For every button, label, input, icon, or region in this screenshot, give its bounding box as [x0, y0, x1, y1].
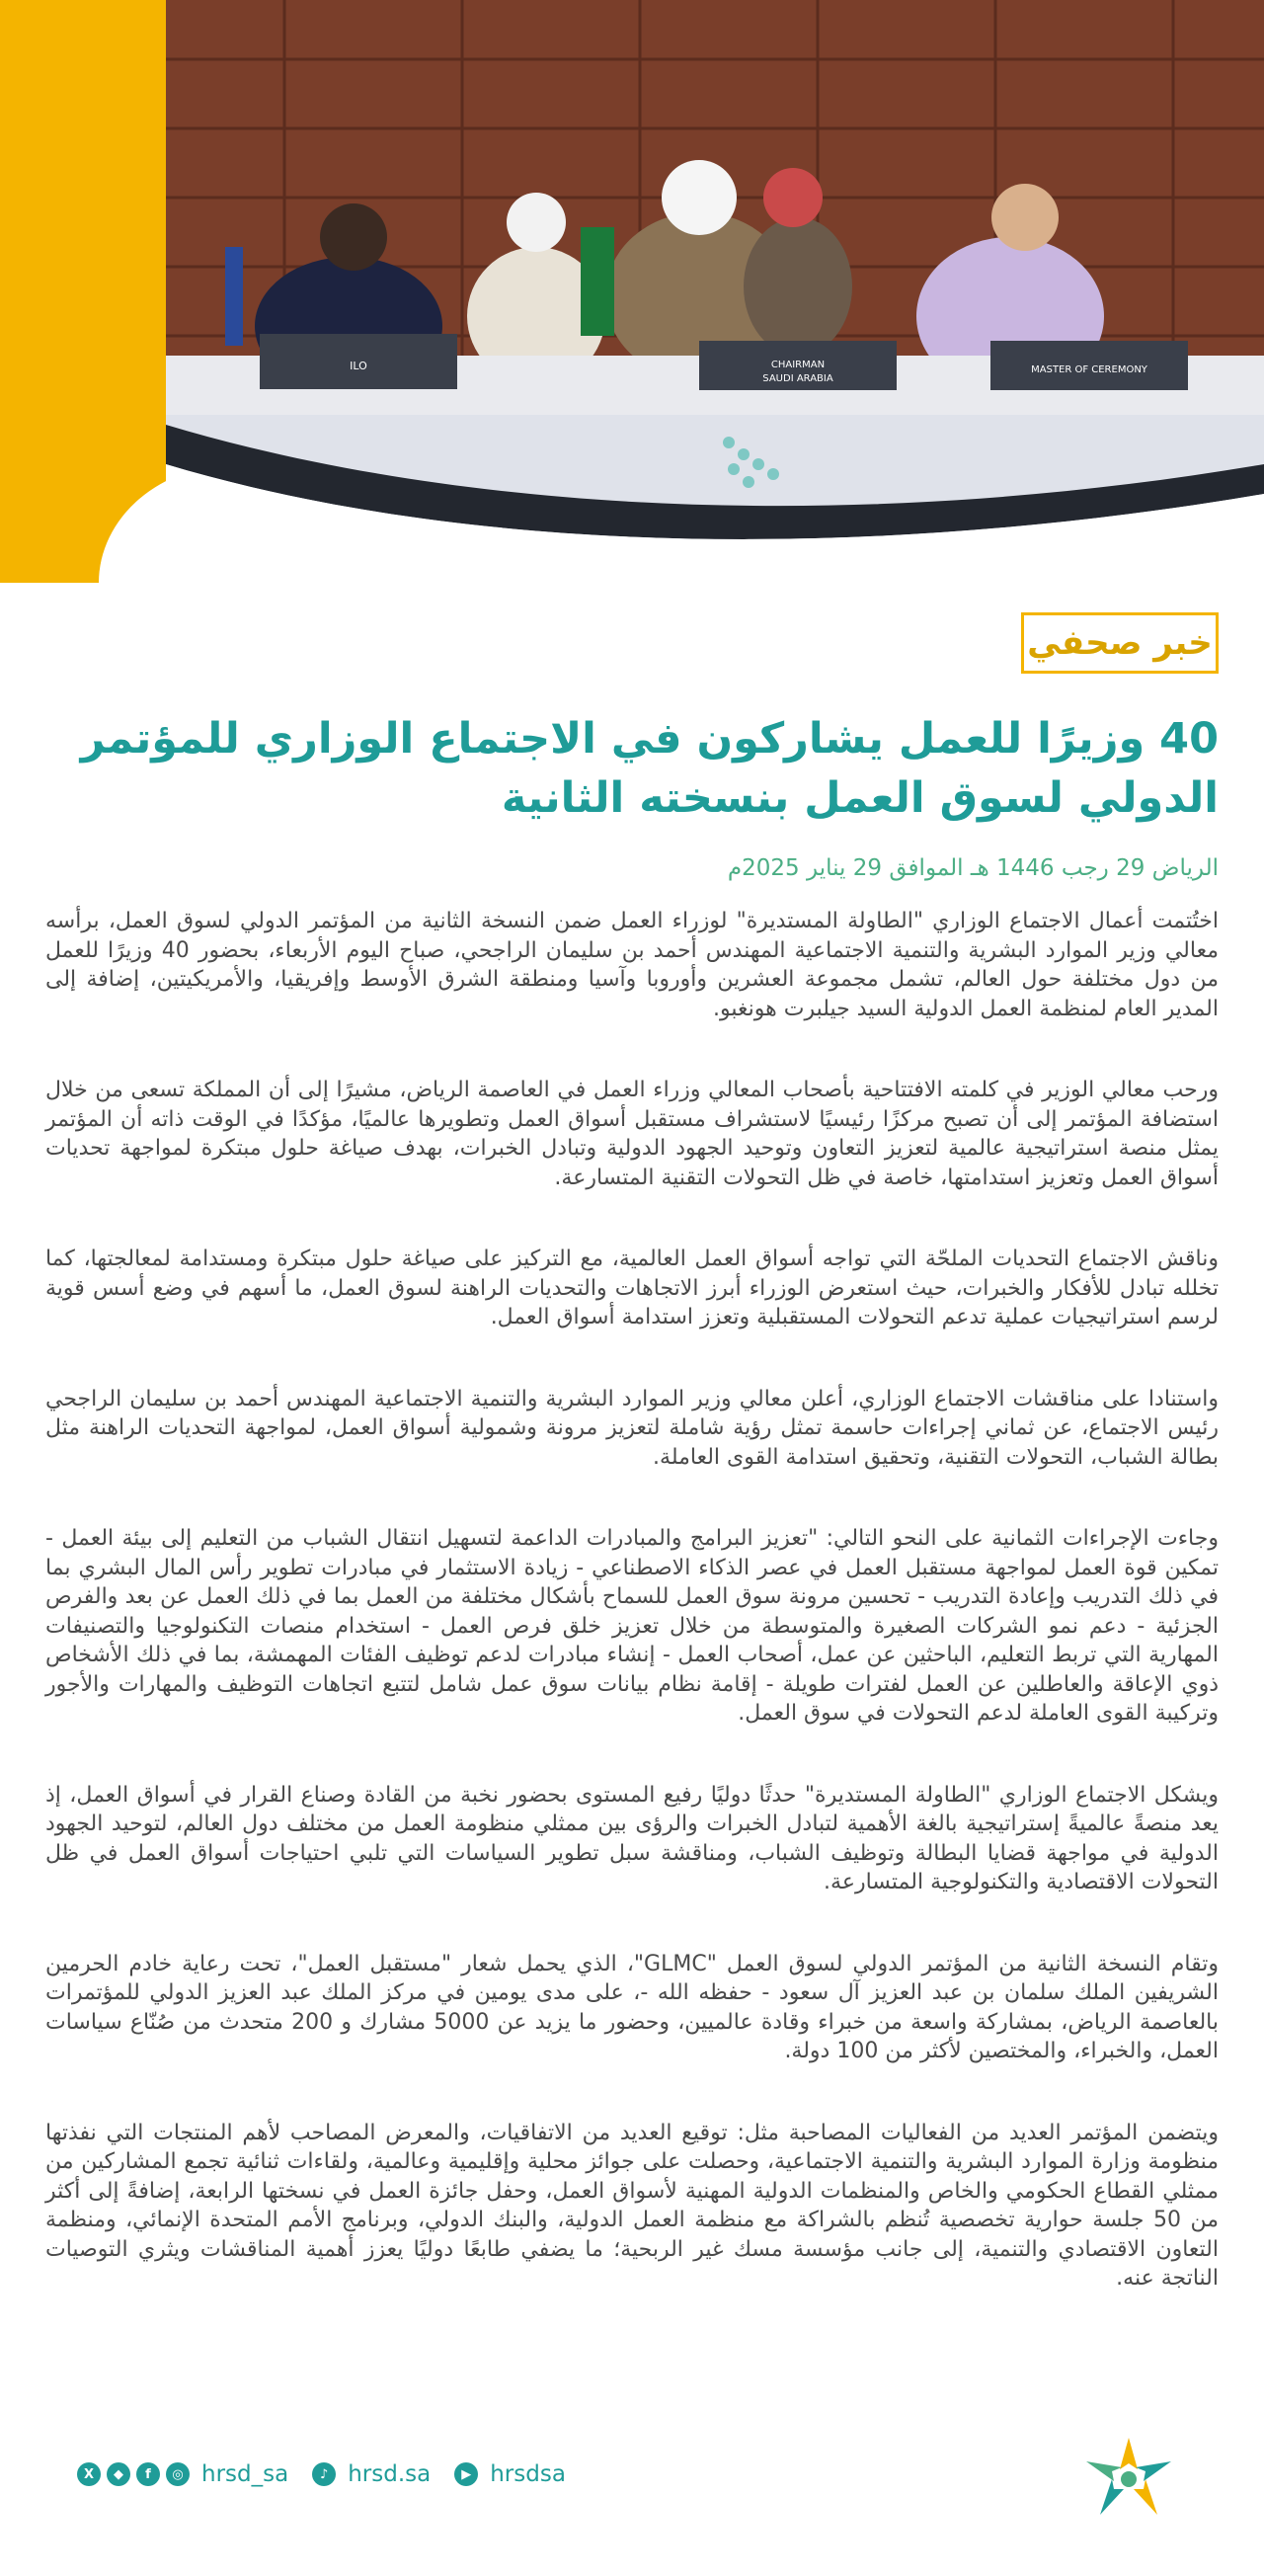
x-icon[interactable]: X: [77, 2462, 101, 2486]
paragraph: ويشكل الاجتماع الوزاري "الطاولة المستديرة" حدثًا دوليًا رفيع المستوى بحضور نخبة من القادة وصناع القرار في أسواق العمل، إذ يعد منصةً عالميةً إستراتيجية بالغة الأهمية لتبادل الخبرات والرؤى بين ممثلي منظومة العمل من مختلف دول العالم، لتوحيد الجهود الدولية في مواجهة قضايا البطالة وتوظيف الشباب، ومناقشة سبل تطوير السياسات التي تلبي احتياجات أسواق العمل في ظل التحولات الاقتصادية والتكنولوجية المتسارعة.: [45, 1782, 1219, 1894]
handle-hrsdsa[interactable]: hrsdsa: [490, 2461, 566, 2487]
header-photo: [166, 0, 1264, 563]
paragraph: اختُتمت أعمال الاجتماع الوزاري "الطاولة المستديرة" لوزراء العمل ضمن النسخة الثانية من المؤتمر الدولي لسوق العمل، برأسه معالي وزير الموارد البشرية والتنمية الاجتماعية المهندس أحمد بن سليمان الراجحي، صباح اليوم الأربعاء، بحضور 40 وزيرًا للعمل من دول مختلفة حول العالم، تشمل مجموعة العشرين وأوروبا وآسيا ومنطقة الشرق الأوسط وإفريقيا، والأمريكيتين، إضافة إلى المدير العام لمنظمة العمل الدولية السيد جيلبرت هونغبو.: [45, 909, 1219, 1021]
page-title: 40 وزيرًا للعمل يشاركون في الاجتماع الوزاري للمؤتمر الدولي لسوق العمل بنسخته الثانية: [80, 714, 1219, 823]
paragraph: ويتضمن المؤتمر العديد من الفعاليات المصاحبة مثل: توقيع العديد من الاتفاقيات، والمعرض المصاحب لأهم المنتجات التي نفذتها منظومة وزارة الموارد البشرية والتنمية الاجتماعية، وحصلت على جوائز محلية وإقليمية وعالمية، ولقاءات ثنائية تجمع المشاركين من ممثلي القطاع الحكومي والخاص والمنظمات الدولية المهنية لأسواق العمل، وحفل جائزة العمل في نسختها الرابعة، إضافةً إلى أكثر من 50 جلسة حوارية تخصصية تُنظم بالشراكة مع منظمة العمل الدولية، والبنك الدولي، وبرنامج الأمم المتحدة الإنمائي، ومنظمة التعاون الاقتصادي والتنمية، إلى جانب مؤسسة مسك غير الربحية؛ ما يضفي طابعًا دوليًا يعزز أهمية المناقشات ويثري التوصيات الناتجة عنه.: [45, 2120, 1219, 2291]
dateline: الرياض 29 رجب 1446 هـ الموافق 29 يناير 2025م: [727, 855, 1219, 881]
placard-saudi: SAUDI ARABIA: [762, 373, 833, 384]
ministry-logo: [1072, 2430, 1185, 2529]
youtube-icon[interactable]: ▶: [454, 2462, 478, 2486]
placard-ceremony: MASTER OF CEREMONY: [1031, 364, 1147, 375]
paragraph: وناقش الاجتماع التحديات الملحّة التي تواجه أسواق العمل العالمية، مع التركيز على صياغة حلول مبتكرة ومستدامة لمعالجتها، كما تخلله تبادل للأفكار والخبرات، حيث استعرض الوزراء أبرز الاتجاهات والتحديات الراهنة لسوق العمل، ما أسهم في وضع أسس قوية لرسم استراتيجيات عملية تدعم التحولات المستقبلية وتعزز استدامة أسواق العمل.: [45, 1247, 1219, 1329]
paragraph: واستنادا على مناقشات الاجتماع الوزاري، أعلن معالي وزير الموارد البشرية والتنمية الاجتماعية المهندس أحمد بن سليمان الراجحي رئيس الاجتماع، عن ثماني إجراءات حاسمة تمثل رؤية شاملة لتعزيز مرونة وشمولية أسواق العمل، لمواجهة التحديات الراهنة مثل بطالة الشباب، التحولات التقنية، وتحقيق استدامة القوى العاملة.: [45, 1386, 1219, 1470]
article-body: [45, 907, 1219, 2346]
paragraph: وتقام النسخة الثانية من المؤتمر الدولي لسوق العمل "GLMC"، الذي يحمل شعار "مستقبل العمل"، تحت رعاية خادم الحرمين الشريفين الملك سلمان بن عبد العزيز آل سعود - حفظه الله -، على مدى يومين في مركز الملك عبد العزيز الدولي للمؤتمرات بالعاصمة الرياض، بمشاركة واسعة من خبراء وقادة عالميين، وحضور ما يزيد عن 5000 مشارك و 200 متحدث من صُنّاع سياسات العمل، والخبراء، والمختصين لأكثر من 100 دولة.: [45, 1951, 1219, 2063]
press-release-badge: خبر صحفي: [1021, 612, 1219, 674]
placard-chairman: CHAIRMAN: [770, 360, 826, 370]
handle-hrsd-dot-sa[interactable]: hrsd.sa: [348, 2461, 432, 2487]
paragraph: وجاءت الإجراءات الثمانية على النحو التالي: "تعزيز البرامج والمبادرات الداعمة لتسهيل انتقال الشباب من التعليم إلى بيئة العمل - تمكين قوة العمل لمواجهة مستقبل العمل في عصر الذكاء الاصطناعي - زيادة الاستثمار في مبادرات تطوير رأس المال البشري بما في ذلك التدريب وإعادة التدريب - تحسين مرونة سوق العمل للسماح بأشكال مختلفة من العمل بما في ذلك العمل عن بعد والفرص الجزئية - دعم نمو الشركات الصغيرة والمتوسطة من خلال تعزيز خلق فرص العمل - استخدام منصات التكنولوجيا والتصنيفات المهارية التي تربط التعليم، الباحثين عن عمل، أصحاب العمل - إنشاء مبادرات لدعم توظيف الفئات المهمشة، بما في ذلك الأشخاص ذوي الإعاقة والعاطلين عن العمل لفترات طويلة - إقامة نظام بيانات سوق عمل شامل لتتبع اتجاهات التوظيف والمهارات والأجور وتركيبة القوى العاملة لدعم التحولات في سوق العمل.: [45, 1526, 1219, 1726]
facebook-icon[interactable]: f: [136, 2462, 160, 2486]
placard-ilo: ILO: [350, 360, 367, 372]
tiktok-icon[interactable]: ♪: [312, 2462, 336, 2486]
instagram-icon[interactable]: ◎: [166, 2462, 190, 2486]
handle-hrsd-sa[interactable]: hrsd_sa: [201, 2461, 289, 2487]
footer-social: [77, 2461, 590, 2487]
yellow-accent-shape: [0, 0, 166, 583]
snapchat-icon[interactable]: ◆: [107, 2462, 130, 2486]
paragraph: ورحب معالي الوزير في كلمته الافتتاحية بأصحاب المعالي وزراء العمل في العاصمة الرياض، مشيرًا إلى أن المملكة تسعى من خلال استضافة المؤتمر إلى أن تصبح مركزًا رئيسيًا لاستشراف مستقبل أسواق العمل وتطويرها عالميًا، مؤكدًا في الوقت ذاته أن المؤتمر يمثل منصة استراتيجية عالمية لتعزيز التعاون وتوحيد الجهود الدولية وتبادل الخبرات، بهدف صياغة حلول مبتكرة لمواجهة تحديات أسواق العمل وتعزيز استدامتها، خاصة في ظل التحولات التقنية المتسارعة.: [45, 1078, 1219, 1190]
